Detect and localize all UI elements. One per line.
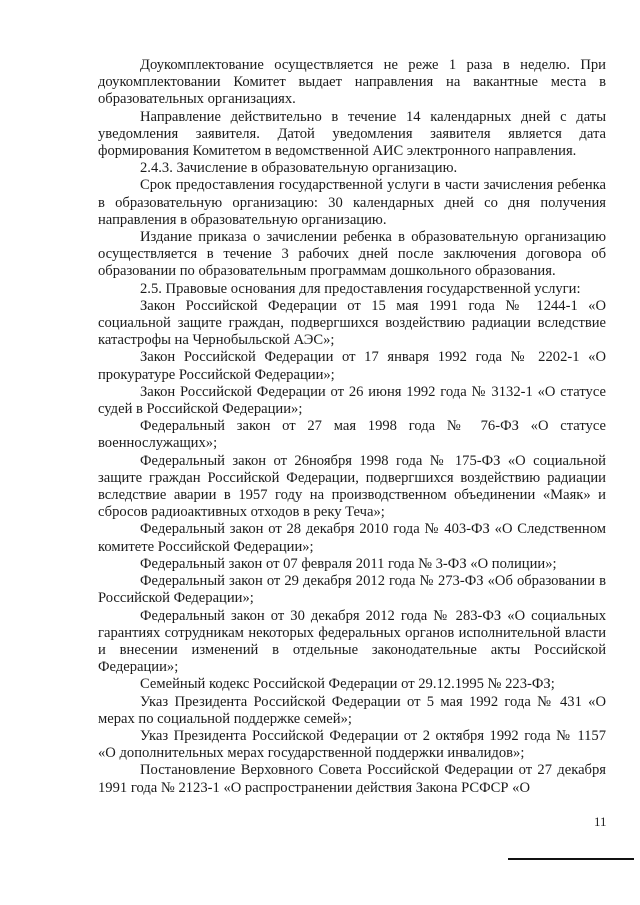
body-text: [98, 57, 606, 797]
legal-basis-item: Указ Президента Российской Федерации от 5 мая 1992 года № 431 «О мерах по социальной поддержке семей»;: [98, 693, 606, 727]
legal-basis-item: Семейный кодекс Российской Федерации от 29.12.1995 № 223-ФЗ;: [140, 676, 555, 693]
section-2-4-3-heading: 2.4.3. Зачисление в образовательную организацию.: [140, 160, 458, 177]
legal-basis-item: Закон Российской Федерации от 17 января 1992 года № 2202-1 «О прокуратуре Российской Федерации»;: [98, 349, 606, 383]
legal-basis-item: Федеральный закон от 26ноября 1998 года № 175-ФЗ «О социальной защите граждан Российской Федерации, подвергшихся воздействию радиации вследствие аварии в 1957 году на производственном объединении «Маяк» и сбросов радиоактивных отходов в реку Теча»;: [98, 452, 606, 521]
paragraph-enrollment-term: Срок предоставления государственной услуги в части зачисления ребенка в образовательную организацию: 30 календарных дней со дня получения направления в образовательную организацию.: [98, 177, 606, 228]
legal-basis-item: Федеральный закон от 29 декабря 2012 года № 273-ФЗ «Об образовании в Российской Федерации»;: [98, 573, 606, 607]
legal-basis-item: Федеральный закон от 27 мая 1998 года № 76-ФЗ «О статусе военнослужащих»;: [98, 418, 606, 452]
paragraph-restaffing: Доукомплектование осуществляется не реже 1 раза в неделю. При доукомплектовании Комитет выдает направления на вакантные места в образовательных организациях.: [98, 57, 606, 108]
legal-basis-item: Указ Президента Российской Федерации от 2 октября 1992 года № 1157 «О дополнительных мерах государственной поддержки инвалидов»;: [98, 727, 606, 762]
legal-basis-item: Федеральный закон от 30 декабря 2012 года № 283-ФЗ «О социальных гарантиях сотрудникам некоторых федеральных органов исполнительной власти и внесении изменений в отдельные законодательные акты Российской Федерации»;: [98, 607, 606, 676]
legal-basis-item: Федеральный закон от 28 декабря 2010 года № 403-ФЗ «О Следственном комитете Российской Федерации»;: [98, 521, 606, 555]
legal-basis-item: Постановление Верховного Совета Российской Федерации от 27 декабря 1991 года № 2123-1 «О распространении действия Закона РСФСР «О: [98, 762, 606, 796]
legal-basis-item: Закон Российской Федерации от 26 июня 1992 года № 3132-1 «О статусе судей в Российской Федерации»;: [98, 383, 606, 418]
section-2-5-heading: 2.5. Правовые основания для предоставления государственной услуги:: [140, 280, 581, 297]
legal-basis-item: Федеральный закон от 07 февраля 2011 года № 3-ФЗ «О полиции»;: [140, 555, 557, 572]
legal-basis-item: Закон Российской Федерации от 15 мая 1991 года № 1244-1 «О социальной защите граждан, подвергшихся воздействию радиации вследствие катастрофы на Чернобыльской АЭС»;: [98, 297, 606, 349]
page-number: 11: [594, 814, 607, 829]
footer-rule: [508, 858, 634, 860]
paragraph-referral-validity: Направление действительно в течение 14 календарных дней с даты уведомления заявителя. Датой уведомления заявителя является дата формирования Комитетом в ведомственной АИС электронного направления.: [98, 108, 606, 160]
paragraph-enrollment-order: Издание приказа о зачислении ребенка в образовательную организацию осуществляется в течение 3 рабочих дней после заключения договора об образовании по образовательным программам дошкольного образования.: [98, 229, 606, 280]
